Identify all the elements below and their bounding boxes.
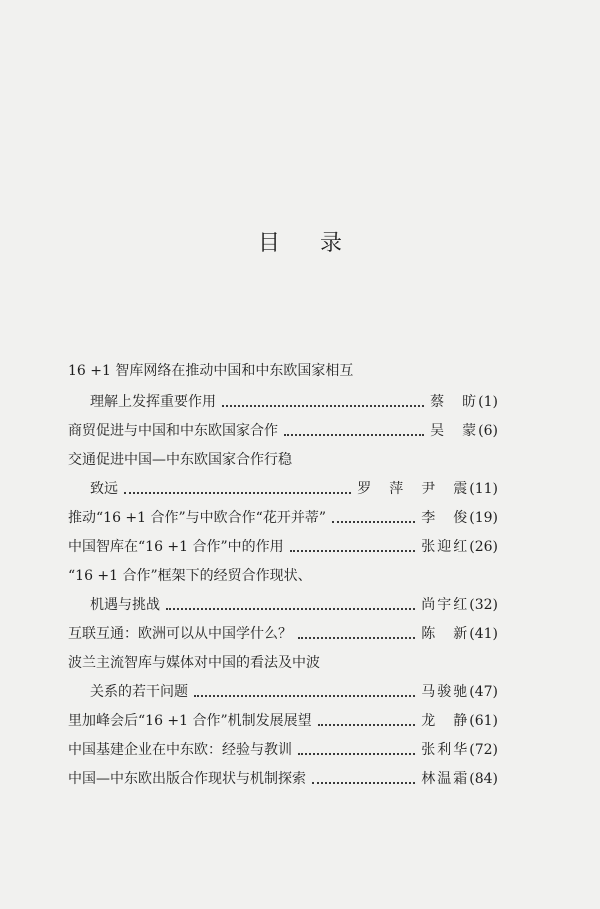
toc-author: 林温霜 — [421, 771, 470, 787]
toc-title: 16 +1 智库网络在推动中国和中东欧国家相互 — [68, 363, 354, 379]
toc-entry — [90, 475, 498, 503]
toc-page-number: (19) — [469, 510, 498, 526]
dot-leader — [318, 723, 416, 726]
toc-title: 致远 — [90, 481, 118, 497]
toc-page-number: (32) — [469, 597, 498, 613]
toc-entry-title-line — [68, 357, 498, 385]
toc-page-number: (47) — [469, 684, 498, 700]
toc-author: 李 俊 — [421, 510, 470, 526]
toc-title: 中国—中东欧出版合作现状与机制探索 — [68, 771, 306, 787]
toc-title: “16 +1 合作”框架下的经贸合作现状、 — [68, 568, 312, 584]
dot-leader — [222, 404, 424, 407]
toc-heading — [0, 226, 600, 257]
toc-author: 罗 萍 尹 震 — [357, 481, 470, 497]
toc-page-number: (84) — [469, 771, 498, 787]
toc-heading-char: 录 — [320, 231, 343, 256]
toc-title: 中国智库在“16 +1 合作”中的作用 — [68, 539, 284, 555]
toc-title: 商贸促进与中国和中东欧国家合作 — [68, 423, 278, 439]
toc-entry — [68, 620, 498, 648]
toc-author: 马骏驰 — [421, 684, 470, 700]
toc-entry-title-line — [68, 649, 498, 677]
toc-entry — [90, 388, 498, 416]
toc-entry — [68, 533, 498, 561]
dot-leader — [124, 491, 351, 494]
dot-leader — [332, 520, 415, 523]
toc-entry — [68, 707, 498, 735]
dot-leader — [298, 752, 415, 755]
dot-leader — [290, 549, 416, 552]
toc-entry — [90, 678, 498, 706]
dot-leader — [194, 694, 415, 697]
toc-page-number: (1) — [478, 394, 498, 410]
toc-entry — [68, 736, 498, 764]
toc-entry-title-line — [68, 446, 498, 474]
dot-leader — [284, 433, 424, 436]
dot-leader — [312, 781, 415, 784]
toc-author: 陈 新 — [421, 626, 470, 642]
toc-title: 推动“16 +1 合作”与中欧合作“花开并蒂” — [68, 510, 326, 526]
toc-title: 机遇与挑战 — [90, 597, 160, 613]
toc-heading-char: 目 — [257, 231, 280, 256]
toc-author: 张利华 — [421, 742, 470, 758]
toc-author: 张迎红 — [421, 539, 470, 555]
toc-page-number: (72) — [469, 742, 498, 758]
toc-author: 尚宇红 — [421, 597, 470, 613]
dot-leader — [298, 636, 415, 639]
toc-title: 交通促进中国—中东欧国家合作行稳 — [68, 452, 292, 468]
toc-entry — [90, 591, 498, 619]
toc-page-number: (26) — [469, 539, 498, 555]
toc-title: 里加峰会后“16 +1 合作”机制发展展望 — [68, 713, 312, 729]
toc-title: 关系的若干问题 — [90, 684, 188, 700]
toc-page-number: (11) — [469, 481, 498, 497]
dot-leader — [166, 607, 415, 610]
toc-title: 互联互通：欧洲可以从中国学什么？ — [68, 626, 292, 642]
toc-title: 中国基建企业在中东欧：经验与教训 — [68, 742, 292, 758]
toc-entry — [68, 417, 498, 445]
toc-page-number: (41) — [469, 626, 498, 642]
toc-entry — [68, 765, 498, 793]
toc-entry-title-line — [68, 562, 498, 590]
toc-title: 波兰主流智库与媒体对中国的看法及中波 — [68, 655, 320, 671]
toc-page-number: (6) — [478, 423, 498, 439]
toc-title: 理解上发挥重要作用 — [90, 394, 216, 410]
toc-entry — [68, 504, 498, 532]
toc-author: 蔡 昉 — [430, 394, 479, 410]
toc-author: 吴 蒙 — [430, 423, 479, 439]
toc-page-number: (61) — [469, 713, 498, 729]
toc-author: 龙 静 — [421, 713, 470, 729]
